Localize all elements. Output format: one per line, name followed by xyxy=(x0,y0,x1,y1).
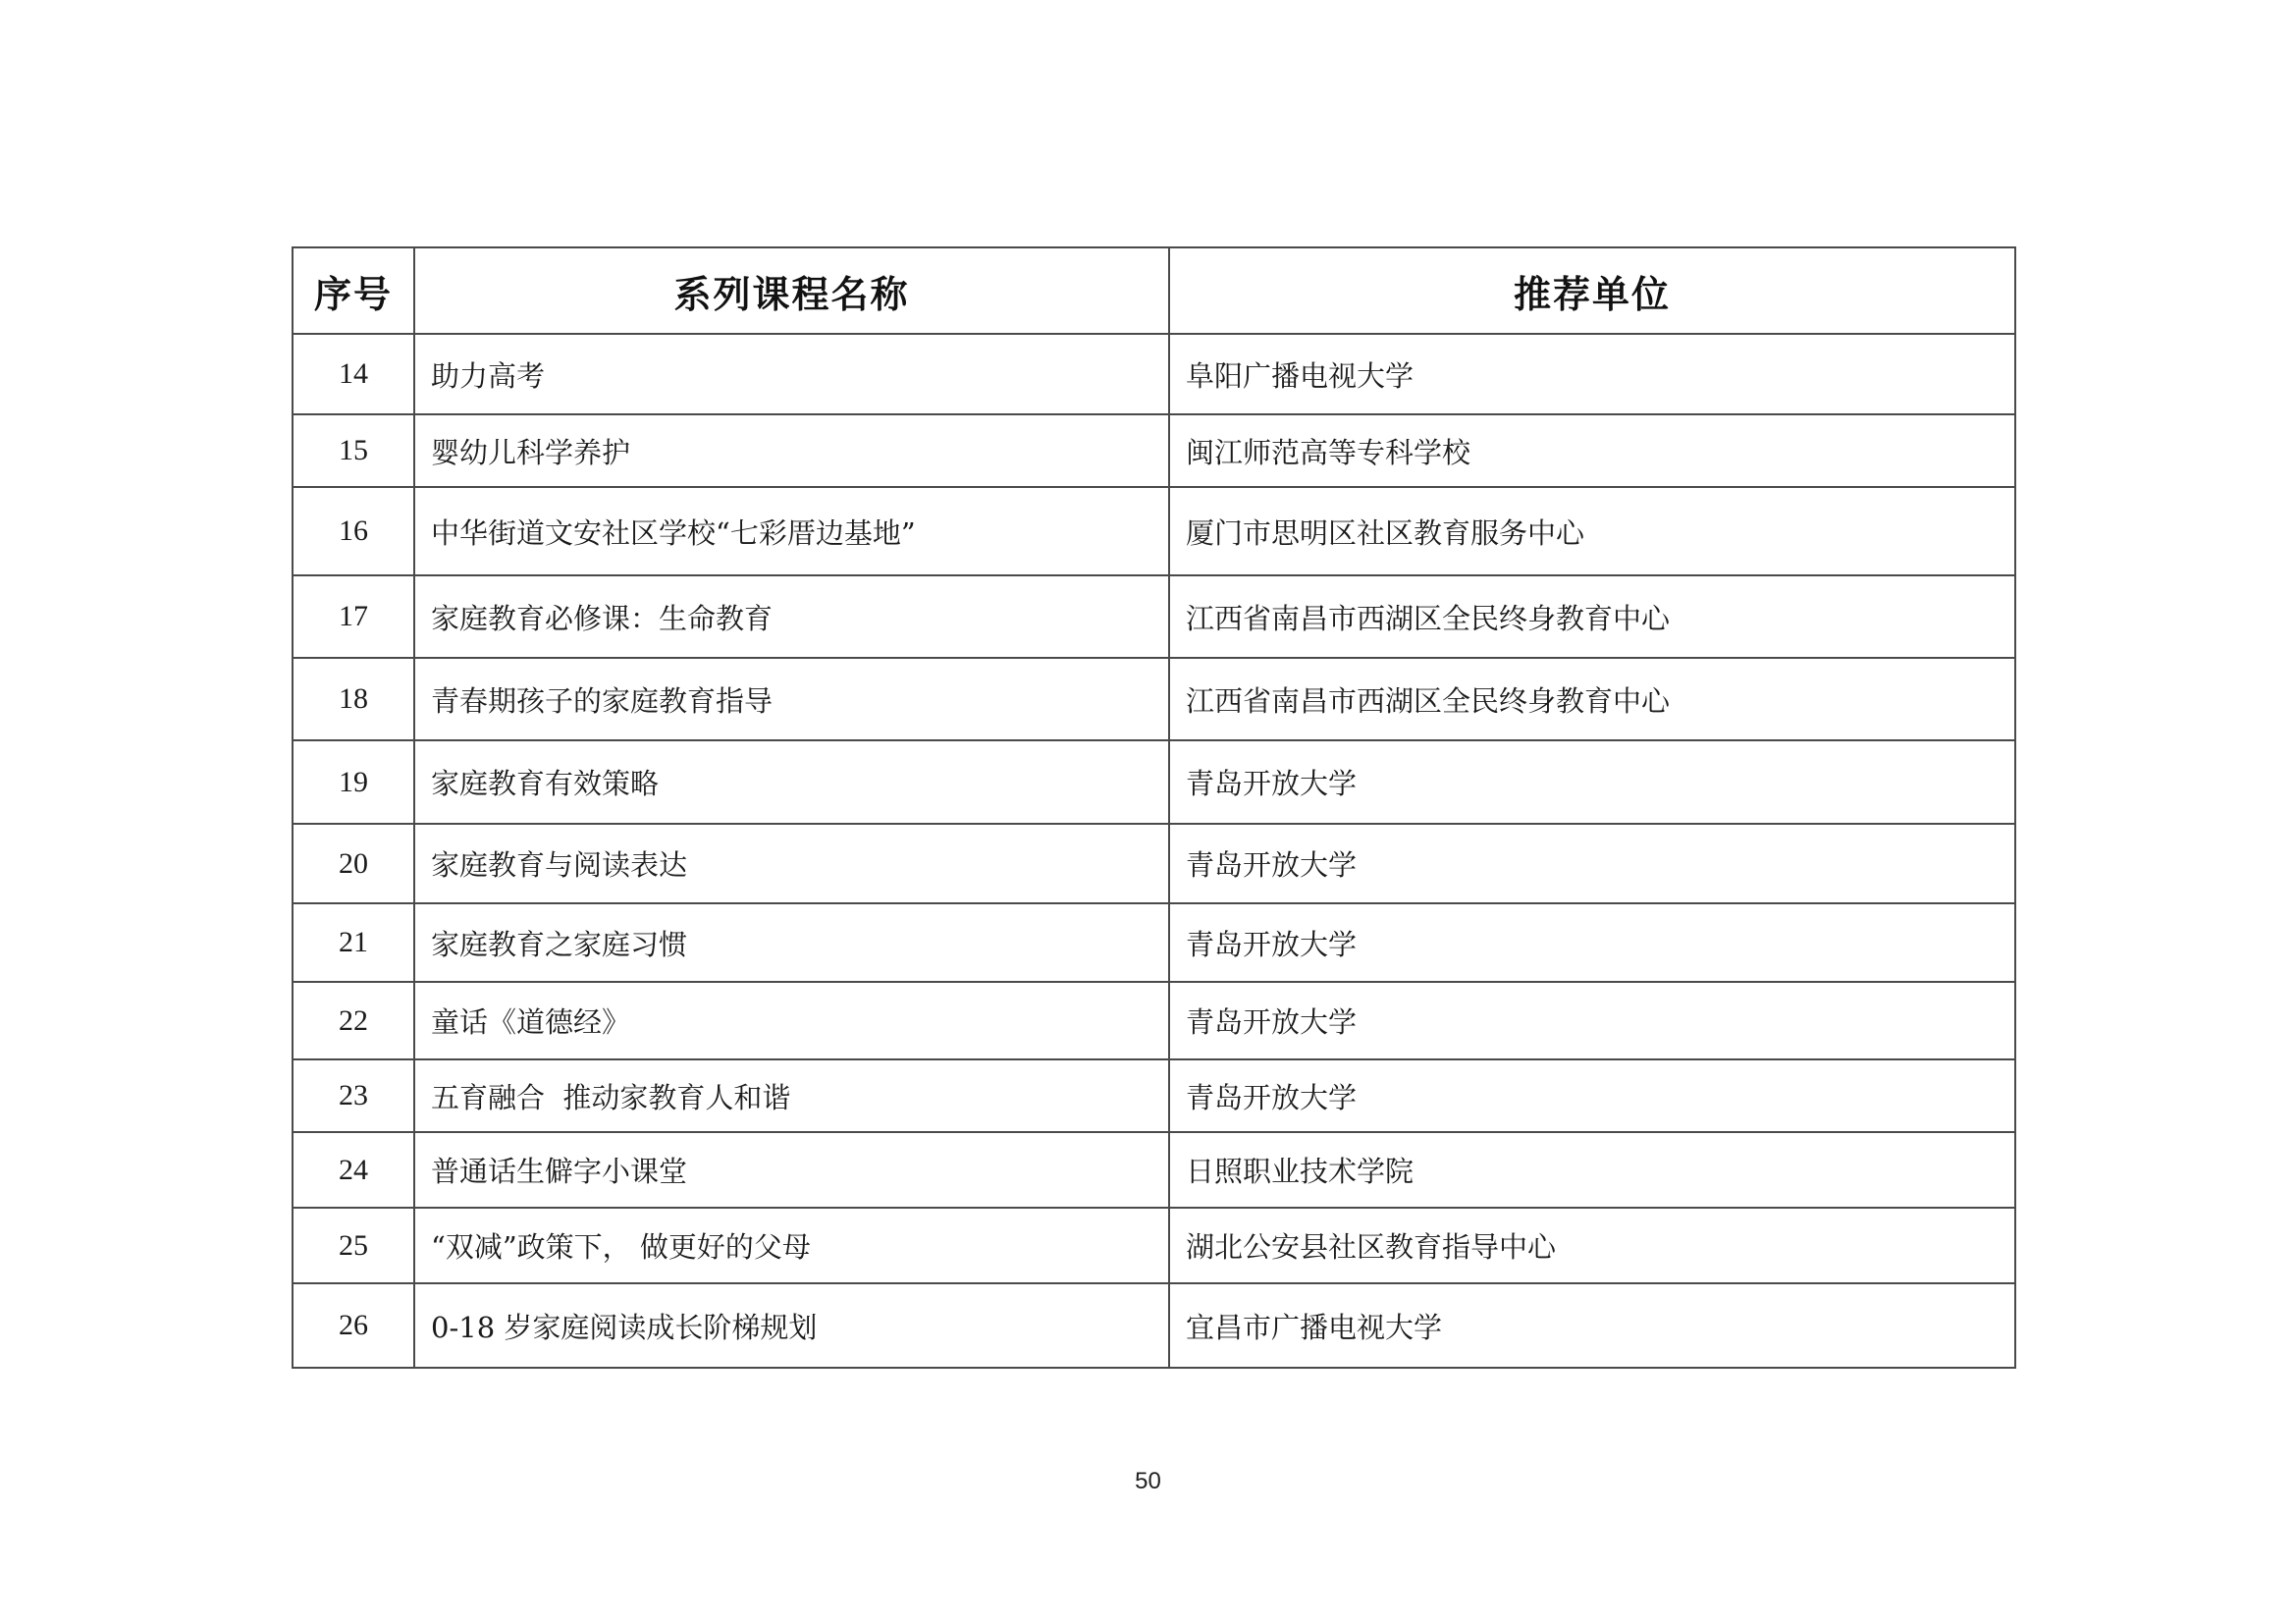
table-header-row xyxy=(293,247,2015,334)
recommending-unit: 宜昌市广播电视大学 xyxy=(1169,1283,2015,1368)
course-name: 助力高考 xyxy=(414,334,1169,414)
header-recommending-unit: 推荐单位 xyxy=(1169,247,2015,334)
course-name: 五育融合 推动家教育人和谐 xyxy=(414,1059,1169,1132)
row-number: 18 xyxy=(293,658,414,740)
table-row xyxy=(293,824,2015,903)
table-row xyxy=(293,414,2015,487)
recommending-unit: 青岛开放大学 xyxy=(1169,740,2015,824)
table-row xyxy=(293,1283,2015,1368)
course-name: 家庭教育必修课：生命教育 xyxy=(414,575,1169,658)
table-row xyxy=(293,334,2015,414)
table-row xyxy=(293,1059,2015,1132)
table-row xyxy=(293,982,2015,1059)
recommending-unit: 青岛开放大学 xyxy=(1169,1059,2015,1132)
table-row xyxy=(293,658,2015,740)
row-number: 16 xyxy=(293,487,414,575)
recommending-unit: 青岛开放大学 xyxy=(1169,903,2015,982)
recommending-unit: 阜阳广播电视大学 xyxy=(1169,334,2015,414)
recommending-unit: 日照职业技术学院 xyxy=(1169,1132,2015,1208)
course-name: 中华街道文安社区学校“七彩厝边基地” xyxy=(414,487,1169,575)
course-name: 家庭教育之家庭习惯 xyxy=(414,903,1169,982)
row-number: 25 xyxy=(293,1208,414,1283)
table-row xyxy=(293,487,2015,575)
row-number: 14 xyxy=(293,334,414,414)
row-number: 21 xyxy=(293,903,414,982)
table-row xyxy=(293,575,2015,658)
course-name: 童话《道德经》 xyxy=(414,982,1169,1059)
table-row xyxy=(293,1208,2015,1283)
row-number: 26 xyxy=(293,1283,414,1368)
row-number: 22 xyxy=(293,982,414,1059)
row-number: 17 xyxy=(293,575,414,658)
recommending-unit: 闽江师范高等专科学校 xyxy=(1169,414,2015,487)
course-name: 0-18 岁家庭阅读成长阶梯规划 xyxy=(414,1283,1169,1368)
row-number: 23 xyxy=(293,1059,414,1132)
recommending-unit: 江西省南昌市西湖区全民终身教育中心 xyxy=(1169,575,2015,658)
course-name: 家庭教育与阅读表达 xyxy=(414,824,1169,903)
course-name: 家庭教育有效策略 xyxy=(414,740,1169,824)
recommending-unit: 青岛开放大学 xyxy=(1169,824,2015,903)
course-name: 青春期孩子的家庭教育指导 xyxy=(414,658,1169,740)
page-number: 50 xyxy=(1135,1468,1161,1494)
table-row xyxy=(293,903,2015,982)
recommending-unit: 湖北公安县社区教育指导中心 xyxy=(1169,1208,2015,1283)
row-number: 20 xyxy=(293,824,414,903)
header-course-name: 系列课程名称 xyxy=(414,247,1169,334)
recommending-unit: 江西省南昌市西湖区全民终身教育中心 xyxy=(1169,658,2015,740)
row-number: 24 xyxy=(293,1132,414,1208)
course-name: “双减”政策下， 做更好的父母 xyxy=(414,1208,1169,1283)
course-name: 普通话生僻字小课堂 xyxy=(414,1132,1169,1208)
row-number: 19 xyxy=(293,740,414,824)
recommending-unit: 青岛开放大学 xyxy=(1169,982,2015,1059)
header-serial-number: 序号 xyxy=(293,247,414,334)
table-row xyxy=(293,740,2015,824)
table-row xyxy=(293,1132,2015,1208)
row-number: 15 xyxy=(293,414,414,487)
course-table xyxy=(292,246,2016,1369)
recommending-unit: 厦门市思明区社区教育服务中心 xyxy=(1169,487,2015,575)
course-name: 婴幼儿科学养护 xyxy=(414,414,1169,487)
